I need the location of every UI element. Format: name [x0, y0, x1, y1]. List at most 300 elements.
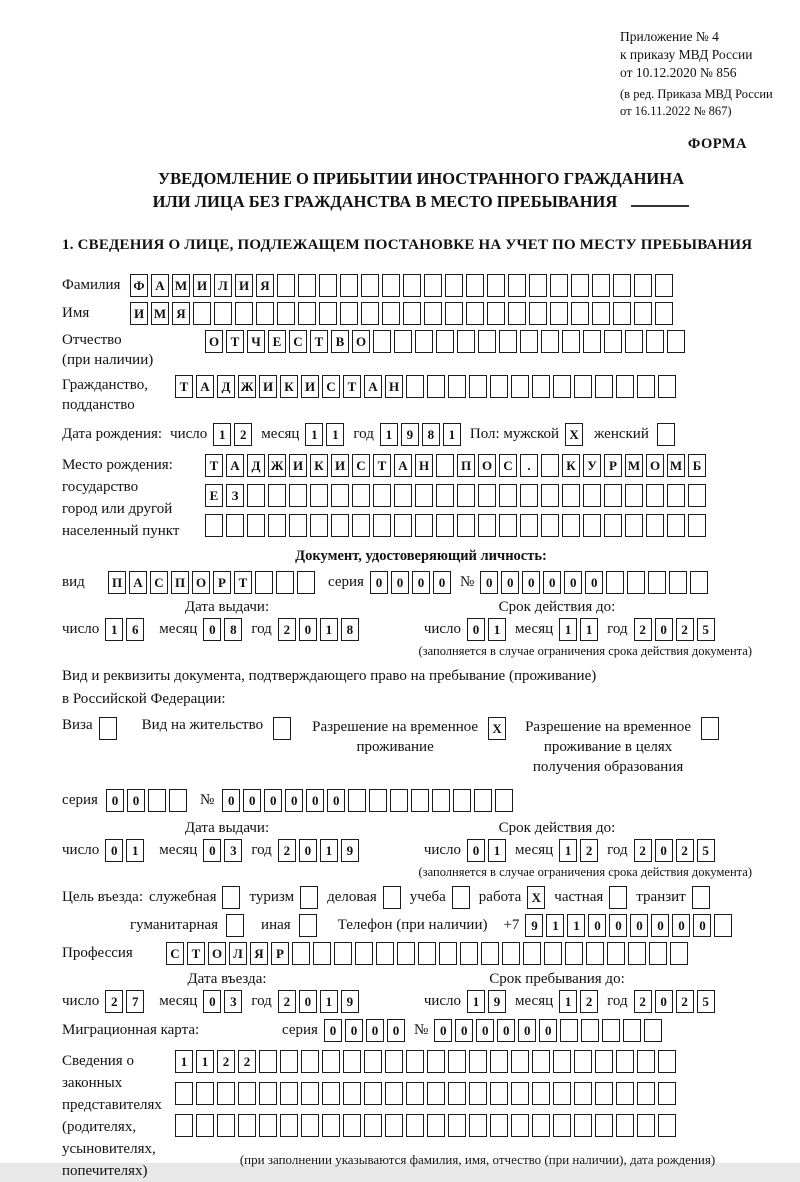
char-cell[interactable] [474, 789, 492, 812]
char-cell[interactable] [247, 484, 265, 507]
char-cell[interactable] [499, 514, 517, 537]
char-cell[interactable] [448, 1050, 466, 1073]
char-cell[interactable]: И [259, 375, 277, 398]
char-cell[interactable] [583, 330, 601, 353]
char-cell[interactable]: 0 [345, 1019, 363, 1042]
char-cell[interactable]: 0 [324, 1019, 342, 1042]
char-cell[interactable] [637, 375, 655, 398]
char-cell[interactable] [604, 514, 622, 537]
char-cell[interactable]: 0 [105, 839, 123, 862]
char-cell[interactable] [322, 1082, 340, 1105]
char-cell[interactable]: 0 [480, 571, 498, 594]
char-cell[interactable] [623, 1019, 641, 1042]
char-cell[interactable]: Ж [268, 454, 286, 477]
char-cell[interactable] [616, 1114, 634, 1137]
char-cell[interactable] [655, 302, 673, 325]
char-cell[interactable] [289, 514, 307, 537]
char-cell[interactable] [382, 274, 400, 297]
char-cell[interactable] [364, 1082, 382, 1105]
char-cell[interactable]: С [289, 330, 307, 353]
char-cell[interactable] [280, 1114, 298, 1137]
char-cell[interactable] [415, 514, 433, 537]
char-cell[interactable]: 2 [234, 423, 252, 446]
char-cell[interactable]: 0 [285, 789, 303, 812]
char-cell[interactable]: Б [688, 454, 706, 477]
char-cell[interactable]: 0 [564, 571, 582, 594]
char-cell[interactable] [436, 330, 454, 353]
char-cell[interactable] [562, 330, 580, 353]
char-cell[interactable] [487, 274, 505, 297]
char-cell[interactable]: О [192, 571, 210, 594]
char-cell[interactable] [415, 484, 433, 507]
char-cell[interactable]: 0 [387, 1019, 405, 1042]
char-cell[interactable] [268, 514, 286, 537]
char-cell[interactable] [553, 1050, 571, 1073]
char-cell[interactable] [714, 914, 732, 937]
char-cell[interactable]: 9 [488, 990, 506, 1013]
char-cell[interactable] [217, 1082, 235, 1105]
char-cell[interactable] [658, 1050, 676, 1073]
char-cell[interactable]: 1 [126, 839, 144, 862]
char-cell[interactable] [606, 571, 624, 594]
char-cell[interactable] [667, 484, 685, 507]
char-cell[interactable]: Н [385, 375, 403, 398]
char-cell[interactable] [196, 1082, 214, 1105]
char-cell[interactable] [613, 274, 631, 297]
char-cell[interactable]: 0 [203, 618, 221, 641]
char-cell[interactable] [692, 886, 710, 909]
char-cell[interactable] [490, 1114, 508, 1137]
char-cell[interactable]: 2 [634, 618, 652, 641]
char-cell[interactable]: Т [373, 454, 391, 477]
char-cell[interactable] [310, 484, 328, 507]
char-cell[interactable]: А [394, 454, 412, 477]
char-cell[interactable] [268, 484, 286, 507]
char-cell[interactable]: 2 [238, 1050, 256, 1073]
char-cell[interactable] [273, 717, 291, 740]
char-cell[interactable] [445, 302, 463, 325]
char-cell[interactable]: 9 [341, 990, 359, 1013]
char-cell[interactable] [670, 942, 688, 965]
char-cell[interactable]: И [193, 274, 211, 297]
char-cell[interactable] [436, 514, 454, 537]
char-cell[interactable]: 0 [299, 839, 317, 862]
char-cell[interactable] [394, 330, 412, 353]
char-cell[interactable]: И [130, 302, 148, 325]
char-cell[interactable]: 2 [676, 618, 694, 641]
char-cell[interactable]: С [322, 375, 340, 398]
char-cell[interactable] [604, 330, 622, 353]
char-cell[interactable] [595, 1114, 613, 1137]
char-cell[interactable]: 1 [320, 990, 338, 1013]
char-cell[interactable] [499, 330, 517, 353]
char-cell[interactable]: 2 [676, 990, 694, 1013]
char-cell[interactable]: 1 [567, 914, 585, 937]
char-cell[interactable] [478, 330, 496, 353]
char-cell[interactable]: О [208, 942, 226, 965]
char-cell[interactable] [637, 1082, 655, 1105]
char-cell[interactable] [390, 789, 408, 812]
char-cell[interactable] [571, 302, 589, 325]
char-cell[interactable]: 0 [693, 914, 711, 937]
char-cell[interactable]: 0 [127, 789, 145, 812]
char-cell[interactable] [541, 514, 559, 537]
char-cell[interactable] [592, 274, 610, 297]
char-cell[interactable]: 1 [559, 990, 577, 1013]
char-cell[interactable] [511, 1050, 529, 1073]
char-cell[interactable]: X [488, 717, 506, 740]
char-cell[interactable]: А [364, 375, 382, 398]
char-cell[interactable]: 0 [412, 571, 430, 594]
char-cell[interactable]: Д [217, 375, 235, 398]
char-cell[interactable] [628, 942, 646, 965]
char-cell[interactable] [511, 1082, 529, 1105]
char-cell[interactable] [532, 375, 550, 398]
char-cell[interactable]: 2 [634, 990, 652, 1013]
char-cell[interactable]: 8 [422, 423, 440, 446]
char-cell[interactable]: О [205, 330, 223, 353]
char-cell[interactable] [495, 789, 513, 812]
char-cell[interactable]: Т [234, 571, 252, 594]
char-cell[interactable] [657, 423, 675, 446]
char-cell[interactable] [343, 1050, 361, 1073]
char-cell[interactable] [523, 942, 541, 965]
char-cell[interactable] [259, 1050, 277, 1073]
char-cell[interactable] [646, 484, 664, 507]
char-cell[interactable]: 1 [305, 423, 323, 446]
char-cell[interactable] [478, 514, 496, 537]
char-cell[interactable] [298, 274, 316, 297]
char-cell[interactable] [460, 942, 478, 965]
char-cell[interactable]: М [625, 454, 643, 477]
char-cell[interactable] [571, 274, 589, 297]
char-cell[interactable] [669, 571, 687, 594]
char-cell[interactable]: 2 [278, 618, 296, 641]
char-cell[interactable]: З [226, 484, 244, 507]
char-cell[interactable] [247, 514, 265, 537]
char-cell[interactable]: 2 [580, 990, 598, 1013]
char-cell[interactable] [448, 1082, 466, 1105]
char-cell[interactable] [222, 886, 240, 909]
char-cell[interactable] [581, 1019, 599, 1042]
char-cell[interactable] [690, 571, 708, 594]
char-cell[interactable] [424, 302, 442, 325]
char-cell[interactable] [574, 1082, 592, 1105]
char-cell[interactable]: Я [250, 942, 268, 965]
char-cell[interactable] [418, 942, 436, 965]
char-cell[interactable]: 1 [380, 423, 398, 446]
char-cell[interactable]: 0 [366, 1019, 384, 1042]
char-cell[interactable] [432, 789, 450, 812]
char-cell[interactable]: К [562, 454, 580, 477]
char-cell[interactable] [424, 274, 442, 297]
char-cell[interactable]: 0 [651, 914, 669, 937]
char-cell[interactable]: 5 [697, 990, 715, 1013]
char-cell[interactable]: 8 [341, 618, 359, 641]
char-cell[interactable] [382, 302, 400, 325]
char-cell[interactable] [658, 1082, 676, 1105]
char-cell[interactable] [205, 514, 223, 537]
char-cell[interactable]: У [583, 454, 601, 477]
char-cell[interactable]: 0 [222, 789, 240, 812]
char-cell[interactable]: А [226, 454, 244, 477]
char-cell[interactable] [655, 274, 673, 297]
char-cell[interactable]: 0 [588, 914, 606, 937]
char-cell[interactable] [646, 330, 664, 353]
char-cell[interactable]: Р [213, 571, 231, 594]
char-cell[interactable] [625, 514, 643, 537]
char-cell[interactable]: 0 [585, 571, 603, 594]
char-cell[interactable]: И [331, 454, 349, 477]
char-cell[interactable]: Ж [238, 375, 256, 398]
char-cell[interactable] [292, 942, 310, 965]
char-cell[interactable] [511, 1114, 529, 1137]
char-cell[interactable] [508, 302, 526, 325]
char-cell[interactable]: 0 [539, 1019, 557, 1042]
char-cell[interactable]: К [280, 375, 298, 398]
char-cell[interactable] [277, 302, 295, 325]
char-cell[interactable]: 2 [217, 1050, 235, 1073]
char-cell[interactable] [478, 484, 496, 507]
char-cell[interactable] [313, 942, 331, 965]
char-cell[interactable] [457, 484, 475, 507]
char-cell[interactable] [452, 886, 470, 909]
char-cell[interactable]: Т [226, 330, 244, 353]
char-cell[interactable]: Я [256, 274, 274, 297]
char-cell[interactable] [490, 1050, 508, 1073]
char-cell[interactable] [469, 375, 487, 398]
char-cell[interactable] [613, 302, 631, 325]
char-cell[interactable] [343, 1082, 361, 1105]
char-cell[interactable]: А [151, 274, 169, 297]
char-cell[interactable] [457, 330, 475, 353]
char-cell[interactable] [376, 942, 394, 965]
char-cell[interactable] [511, 375, 529, 398]
char-cell[interactable] [217, 1114, 235, 1137]
char-cell[interactable] [469, 1050, 487, 1073]
char-cell[interactable] [301, 1050, 319, 1073]
char-cell[interactable]: 1 [488, 839, 506, 862]
char-cell[interactable] [544, 942, 562, 965]
char-cell[interactable] [322, 1050, 340, 1073]
char-cell[interactable] [637, 1114, 655, 1137]
char-cell[interactable] [701, 717, 719, 740]
char-cell[interactable] [595, 375, 613, 398]
char-cell[interactable]: 2 [105, 990, 123, 1013]
char-cell[interactable] [532, 1082, 550, 1105]
char-cell[interactable] [616, 1050, 634, 1073]
char-cell[interactable] [592, 302, 610, 325]
char-cell[interactable]: 0 [306, 789, 324, 812]
char-cell[interactable] [385, 1082, 403, 1105]
char-cell[interactable]: П [457, 454, 475, 477]
char-cell[interactable] [550, 302, 568, 325]
char-cell[interactable]: 1 [320, 839, 338, 862]
char-cell[interactable]: 1 [213, 423, 231, 446]
char-cell[interactable]: X [565, 423, 583, 446]
char-cell[interactable]: 0 [370, 571, 388, 594]
char-cell[interactable]: 2 [278, 990, 296, 1013]
char-cell[interactable]: 0 [203, 839, 221, 862]
char-cell[interactable] [355, 942, 373, 965]
char-cell[interactable] [490, 1082, 508, 1105]
char-cell[interactable] [688, 514, 706, 537]
char-cell[interactable] [369, 789, 387, 812]
char-cell[interactable] [169, 789, 187, 812]
char-cell[interactable] [553, 375, 571, 398]
char-cell[interactable] [235, 302, 253, 325]
char-cell[interactable]: 0 [455, 1019, 473, 1042]
char-cell[interactable]: 9 [401, 423, 419, 446]
char-cell[interactable] [649, 942, 667, 965]
char-cell[interactable] [276, 571, 294, 594]
char-cell[interactable]: 0 [518, 1019, 536, 1042]
char-cell[interactable] [238, 1114, 256, 1137]
char-cell[interactable] [667, 514, 685, 537]
char-cell[interactable] [226, 914, 244, 937]
char-cell[interactable] [364, 1114, 382, 1137]
char-cell[interactable] [562, 484, 580, 507]
char-cell[interactable] [583, 484, 601, 507]
char-cell[interactable]: 0 [655, 618, 673, 641]
char-cell[interactable] [574, 1114, 592, 1137]
char-cell[interactable] [583, 514, 601, 537]
char-cell[interactable]: 7 [126, 990, 144, 1013]
char-cell[interactable] [340, 274, 358, 297]
char-cell[interactable] [466, 302, 484, 325]
char-cell[interactable]: 0 [299, 618, 317, 641]
char-cell[interactable] [259, 1082, 277, 1105]
char-cell[interactable] [319, 274, 337, 297]
char-cell[interactable]: 0 [433, 571, 451, 594]
char-cell[interactable] [565, 942, 583, 965]
char-cell[interactable] [532, 1114, 550, 1137]
char-cell[interactable] [595, 1082, 613, 1105]
char-cell[interactable]: 0 [243, 789, 261, 812]
char-cell[interactable] [348, 789, 366, 812]
char-cell[interactable]: 0 [264, 789, 282, 812]
char-cell[interactable] [627, 571, 645, 594]
char-cell[interactable] [481, 942, 499, 965]
char-cell[interactable] [352, 514, 370, 537]
char-cell[interactable] [361, 274, 379, 297]
char-cell[interactable] [604, 484, 622, 507]
char-cell[interactable] [625, 484, 643, 507]
char-cell[interactable] [658, 1114, 676, 1137]
char-cell[interactable]: 0 [327, 789, 345, 812]
char-cell[interactable] [300, 886, 318, 909]
char-cell[interactable]: Е [268, 330, 286, 353]
char-cell[interactable]: 1 [488, 618, 506, 641]
char-cell[interactable] [634, 274, 652, 297]
char-cell[interactable]: 0 [299, 990, 317, 1013]
char-cell[interactable] [255, 571, 273, 594]
char-cell[interactable]: 1 [559, 839, 577, 862]
char-cell[interactable]: 9 [525, 914, 543, 937]
char-cell[interactable]: 3 [224, 990, 242, 1013]
char-cell[interactable] [427, 1082, 445, 1105]
char-cell[interactable] [403, 302, 421, 325]
char-cell[interactable] [427, 1050, 445, 1073]
char-cell[interactable] [553, 1082, 571, 1105]
char-cell[interactable] [529, 302, 547, 325]
char-cell[interactable] [448, 375, 466, 398]
char-cell[interactable] [289, 484, 307, 507]
char-cell[interactable] [411, 789, 429, 812]
char-cell[interactable] [541, 330, 559, 353]
char-cell[interactable]: 0 [655, 839, 673, 862]
char-cell[interactable] [427, 375, 445, 398]
char-cell[interactable] [406, 1114, 424, 1137]
char-cell[interactable]: М [172, 274, 190, 297]
char-cell[interactable] [469, 1114, 487, 1137]
char-cell[interactable]: А [196, 375, 214, 398]
char-cell[interactable]: 9 [341, 839, 359, 862]
char-cell[interactable] [403, 274, 421, 297]
char-cell[interactable]: С [499, 454, 517, 477]
char-cell[interactable]: 1 [105, 618, 123, 641]
char-cell[interactable] [340, 302, 358, 325]
char-cell[interactable]: 1 [326, 423, 344, 446]
char-cell[interactable] [602, 1019, 620, 1042]
char-cell[interactable] [334, 942, 352, 965]
char-cell[interactable] [541, 454, 559, 477]
char-cell[interactable] [406, 375, 424, 398]
char-cell[interactable]: О [352, 330, 370, 353]
char-cell[interactable] [310, 514, 328, 537]
char-cell[interactable] [448, 1114, 466, 1137]
char-cell[interactable] [352, 484, 370, 507]
char-cell[interactable]: Ф [130, 274, 148, 297]
char-cell[interactable]: 0 [609, 914, 627, 937]
char-cell[interactable]: 6 [126, 618, 144, 641]
char-cell[interactable]: 0 [630, 914, 648, 937]
char-cell[interactable] [259, 1114, 277, 1137]
char-cell[interactable] [520, 330, 538, 353]
char-cell[interactable]: И [301, 375, 319, 398]
char-cell[interactable]: П [171, 571, 189, 594]
char-cell[interactable] [99, 717, 117, 740]
char-cell[interactable] [427, 1114, 445, 1137]
char-cell[interactable]: X [527, 886, 545, 909]
char-cell[interactable]: В [331, 330, 349, 353]
char-cell[interactable]: 0 [501, 571, 519, 594]
char-cell[interactable] [520, 484, 538, 507]
char-cell[interactable]: 0 [655, 990, 673, 1013]
char-cell[interactable] [648, 571, 666, 594]
char-cell[interactable]: И [289, 454, 307, 477]
char-cell[interactable]: 1 [559, 618, 577, 641]
char-cell[interactable] [214, 302, 232, 325]
char-cell[interactable]: С [352, 454, 370, 477]
char-cell[interactable] [688, 484, 706, 507]
char-cell[interactable] [520, 514, 538, 537]
char-cell[interactable] [394, 484, 412, 507]
char-cell[interactable] [331, 484, 349, 507]
char-cell[interactable]: 5 [697, 618, 715, 641]
char-cell[interactable]: 0 [497, 1019, 515, 1042]
char-cell[interactable] [466, 274, 484, 297]
char-cell[interactable]: 0 [672, 914, 690, 937]
char-cell[interactable]: С [150, 571, 168, 594]
char-cell[interactable] [667, 330, 685, 353]
char-cell[interactable] [373, 330, 391, 353]
char-cell[interactable]: 1 [443, 423, 461, 446]
char-cell[interactable]: 0 [391, 571, 409, 594]
char-cell[interactable]: 0 [522, 571, 540, 594]
char-cell[interactable]: 1 [175, 1050, 193, 1073]
char-cell[interactable] [562, 514, 580, 537]
